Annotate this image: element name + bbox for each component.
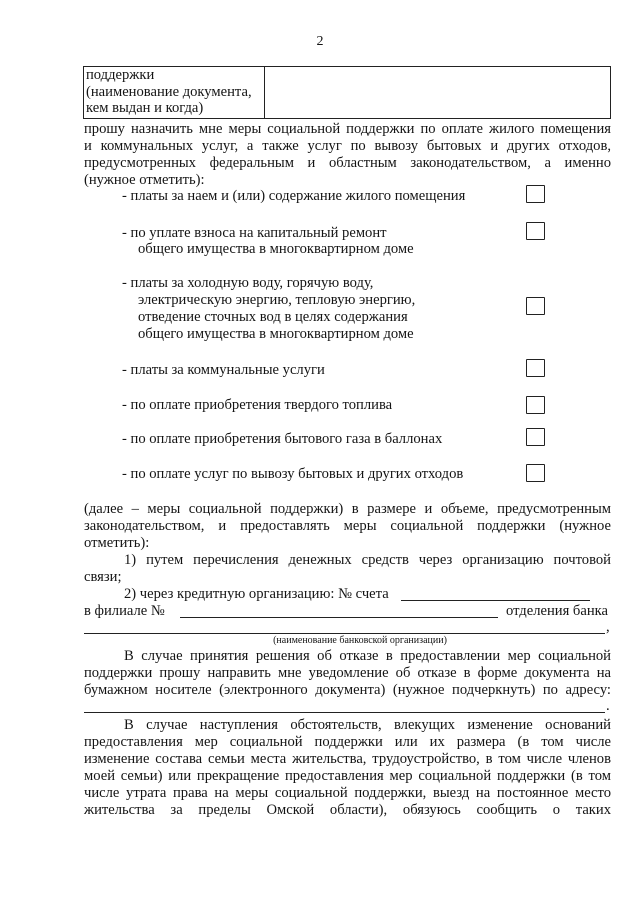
document-label-line: (наименование документа, [86, 83, 252, 100]
obligation-text-line: предоставления мер социальной поддержки или их размера (в том числе [84, 734, 611, 750]
request-text-line: и коммунальных услуг, а также услуг по вывозу бытовых и других отходов, [84, 138, 611, 154]
address-field[interactable] [84, 712, 605, 713]
document-label-line: поддержки [86, 67, 155, 83]
option-resources-text: - платы за холодную воду, горячую воду, [122, 275, 374, 291]
document-label-line: кем выдан и когда) [86, 100, 204, 116]
obligation-text-line: изменение состава семьи места жительства, трудоустройство, в том числе членов [84, 751, 611, 767]
payment-intro-line: отметить): [84, 535, 150, 551]
document-value-field[interactable] [265, 67, 611, 119]
option-resources-text: электрическую энергию, тепловую энергию, [138, 292, 416, 308]
option-kap-remont-checkbox[interactable] [526, 222, 545, 240]
payment-method-bank: 2) через кредитную организацию: № счета [124, 586, 389, 602]
refusal-text-line: В случае принятия решения об отказе в предоставлении мер социальной [124, 648, 611, 664]
obligation-text-line: моей семьи) или прекращение предоставления мер социальной поддержки (в том [84, 768, 611, 784]
branch-suffix: отделения банка [506, 603, 608, 619]
option-platy-naem-text: - платы за наем и (или) содержание жилого помещения [122, 188, 466, 204]
option-kommunalnye-checkbox[interactable] [526, 359, 545, 377]
account-number-field[interactable] [401, 600, 590, 601]
option-resources-text: общего имущества в многоквартирном доме [138, 326, 414, 342]
bank-name-end: , [606, 619, 610, 635]
page-number: 2 [316, 34, 324, 49]
option-toplivo-checkbox[interactable] [526, 396, 545, 414]
obligation-text-line: числе утрата права на меры социальной поддержки, выезд на постоянное место [84, 785, 611, 801]
payment-intro-line: (далее – меры социальной поддержки) в размере и объеме, предусмотренным [84, 501, 611, 517]
bank-name-field[interactable] [84, 633, 605, 634]
payment-intro-line: законодательством, и предоставлять меры социальной поддержки (нужное [84, 518, 611, 534]
address-end: . [606, 698, 610, 714]
option-toplivo-text: - по оплате приобретения твердого топлива [122, 397, 393, 413]
document-label-cell [84, 67, 265, 119]
option-resources-text: отведение сточных вод в целях содержания [138, 309, 408, 325]
option-kap-remont-text: - по уплате взноса на капитальный ремонт [122, 225, 387, 241]
refusal-text-line: бумажном носителе (электронного документа) (нужное подчеркнуть) по адресу: [84, 682, 611, 698]
option-gaz-text: - по оплате приобретения бытового газа в баллонах [122, 431, 443, 447]
branch-number-field[interactable] [180, 617, 498, 618]
payment-method-postal-end: связи; [84, 569, 122, 585]
option-platy-naem-checkbox[interactable] [526, 185, 545, 203]
option-kommunalnye-text: - платы за коммунальные услуги [122, 362, 325, 378]
option-resources-checkbox[interactable] [526, 297, 545, 315]
option-kap-remont-text: общего имущества в многоквартирном доме [138, 241, 414, 257]
request-text-line: прошу назначить мне меры социальной поддержки по оплате жилого помещения [84, 121, 611, 137]
option-othody-text: - по оплате услуг по вывозу бытовых и других отходов [122, 466, 464, 482]
option-othody-checkbox[interactable] [526, 464, 545, 482]
payment-method-postal: 1) путем перечисления денежных средств через организацию почтовой [124, 552, 611, 568]
request-text-line: (нужное отметить): [84, 172, 205, 188]
bank-name-caption: (наименование банковской организации) [273, 635, 447, 646]
request-text-line: предусмотренных федеральным и областным законодательством, а именно [84, 155, 611, 171]
document-table [83, 66, 611, 119]
refusal-text-line: поддержки прошу направить мне уведомление об отказе в форме документа на [84, 665, 611, 681]
branch-prefix: в филиале № [84, 603, 165, 619]
obligation-text-line: жительства за пределы Омской области), обязуюсь сообщить о таких [84, 802, 611, 818]
obligation-text-line: В случае наступления обстоятельств, влекущих изменение оснований [124, 717, 611, 733]
option-gaz-checkbox[interactable] [526, 428, 545, 446]
